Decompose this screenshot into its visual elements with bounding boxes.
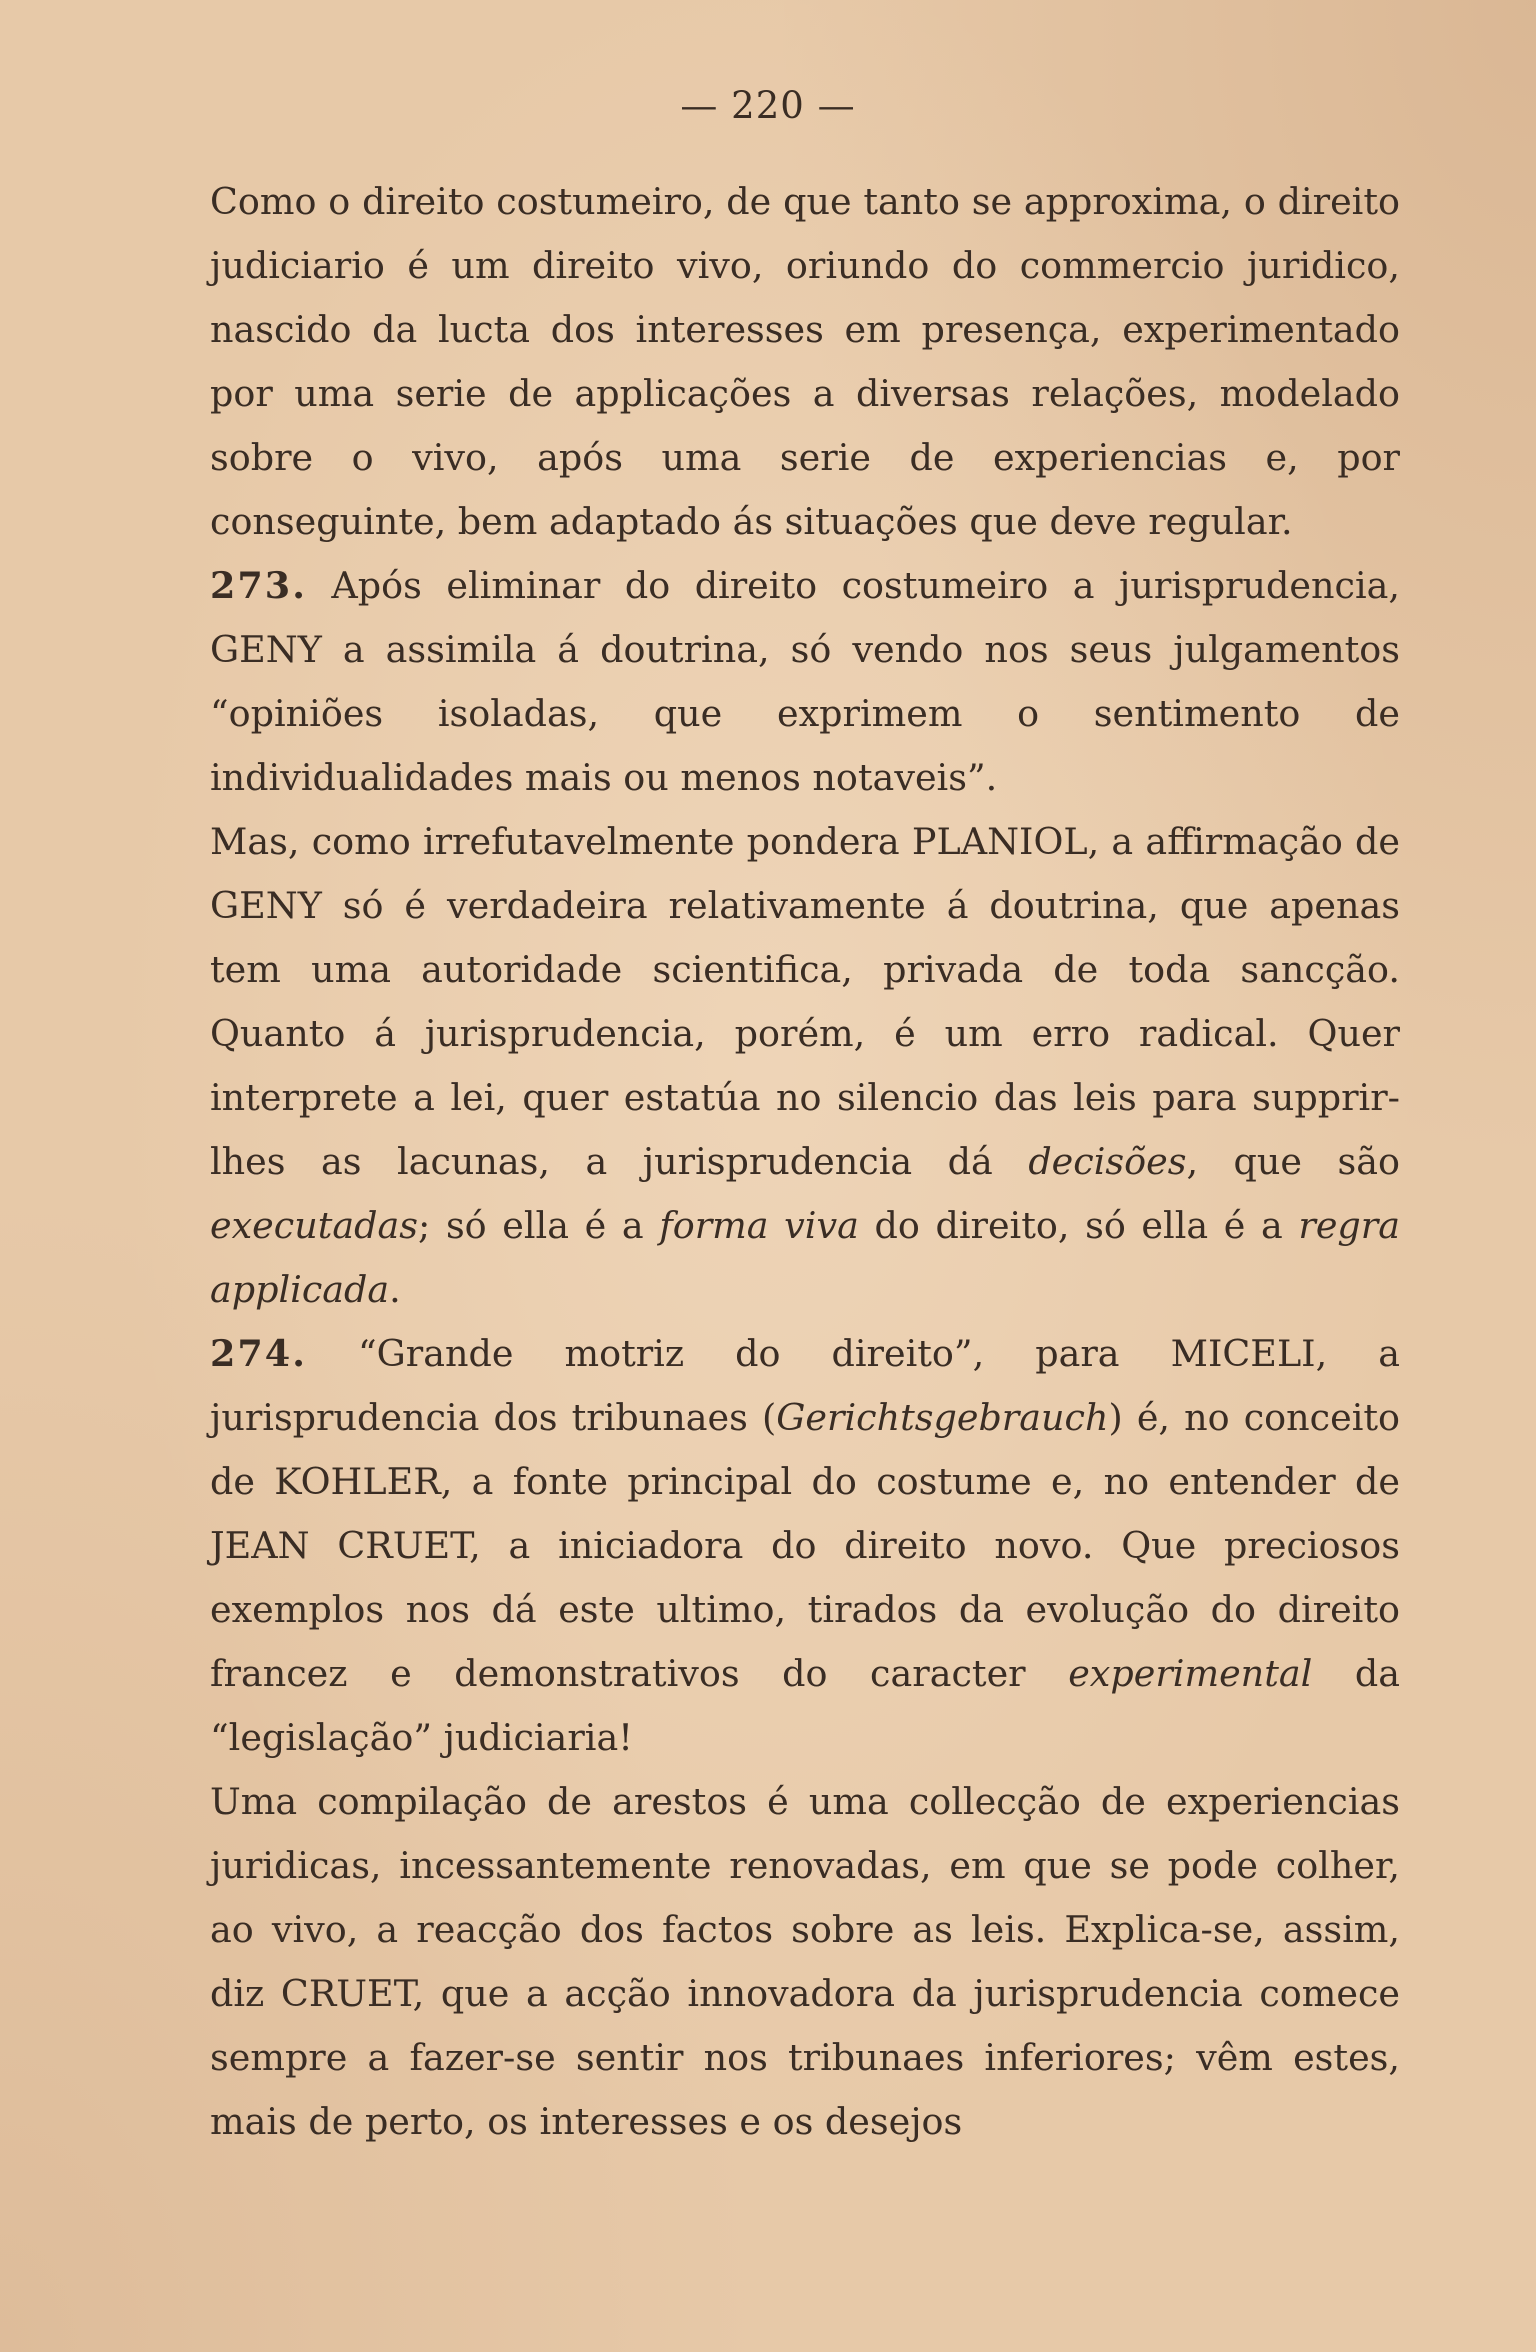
paragraph <box>210 810 1400 1322</box>
italic-text: decisões <box>1028 1140 1187 1183</box>
text-run: ; só ella é a <box>418 1204 660 1247</box>
text-run: Como o direito costumeiro, de que tanto se approxima, o direito judiciario é um direito vivo, oriundo do commercio juridico, nascido da lucta dos interesses em presença, experimentado por uma serie de applicações a diversas relações, modelado sobre o vivo, após uma serie de experiencias e, por conseguinte, bem adaptado ás situações que deve regular. <box>210 180 1400 543</box>
text-run: “Grande motriz do direito”, para MICELI, a jurisprudencia dos tribunaes ( <box>210 1332 1400 1439</box>
paragraph <box>210 1322 1400 1770</box>
text-run: Uma compilação de arestos é uma collecção de experiencias juridicas, incessantemente renovadas, em que se pode colher, ao vivo, a reacção dos factos sobre as leis. Explica-se, assim, diz CRUET, que a acção innovadora da jurisprudencia comece sempre a fazer-se sentir nos tribunaes inferiores; vêm estes, mais de perto, os interesses e os desejos <box>210 1780 1400 2143</box>
paragraph <box>210 170 1400 554</box>
text-run: Mas, como irrefutavelmente pondera PLANIOL, a affirmação de GENY só é verdadeira relativamente á doutrina, que apenas tem uma autoridade scientifica, privada de toda sancção. Quanto á jurisprudencia, porém, é um erro radical. Quer interprete a lei, quer estatúa no silencio das leis para supprir-lhes as lacunas, a jurisprudencia dá <box>210 820 1400 1183</box>
section-number: 274. <box>210 1332 307 1375</box>
text-run: Após eliminar do direito costumeiro a jurisprudencia, GENY a assimila á doutrina, só vendo nos seus julgamentos “opiniões isoladas, que exprimem o sentimento de individualidades mais ou menos notaveis”. <box>210 564 1400 799</box>
page-number: — 220 — <box>680 84 856 127</box>
section-number: 273. <box>210 564 307 607</box>
text-run: da “legislação” judiciaria! <box>210 1652 1400 1759</box>
text-run: do direito, só ella é a <box>858 1204 1299 1247</box>
italic-text: forma viva <box>659 1204 859 1247</box>
italic-text: executadas <box>210 1204 419 1247</box>
text-run: . <box>389 1268 401 1311</box>
body-text <box>210 170 1400 2154</box>
italic-text: regra applicada <box>210 1204 1400 1311</box>
paragraph <box>210 1770 1400 2154</box>
italic-text: Gerichtsgebrauch <box>776 1396 1109 1439</box>
text-run: ) é, no conceito de KOHLER, a fonte principal do costume e, no entender de JEAN CRUET, a iniciadora do direito novo. Que preciosos exemplos nos dá este ultimo, tirados da evolução do direito francez e demonstrativos do caracter <box>210 1396 1401 1695</box>
italic-text: experimental <box>1068 1652 1313 1695</box>
paragraph <box>210 554 1400 810</box>
text-run: , que são <box>1186 1140 1401 1183</box>
